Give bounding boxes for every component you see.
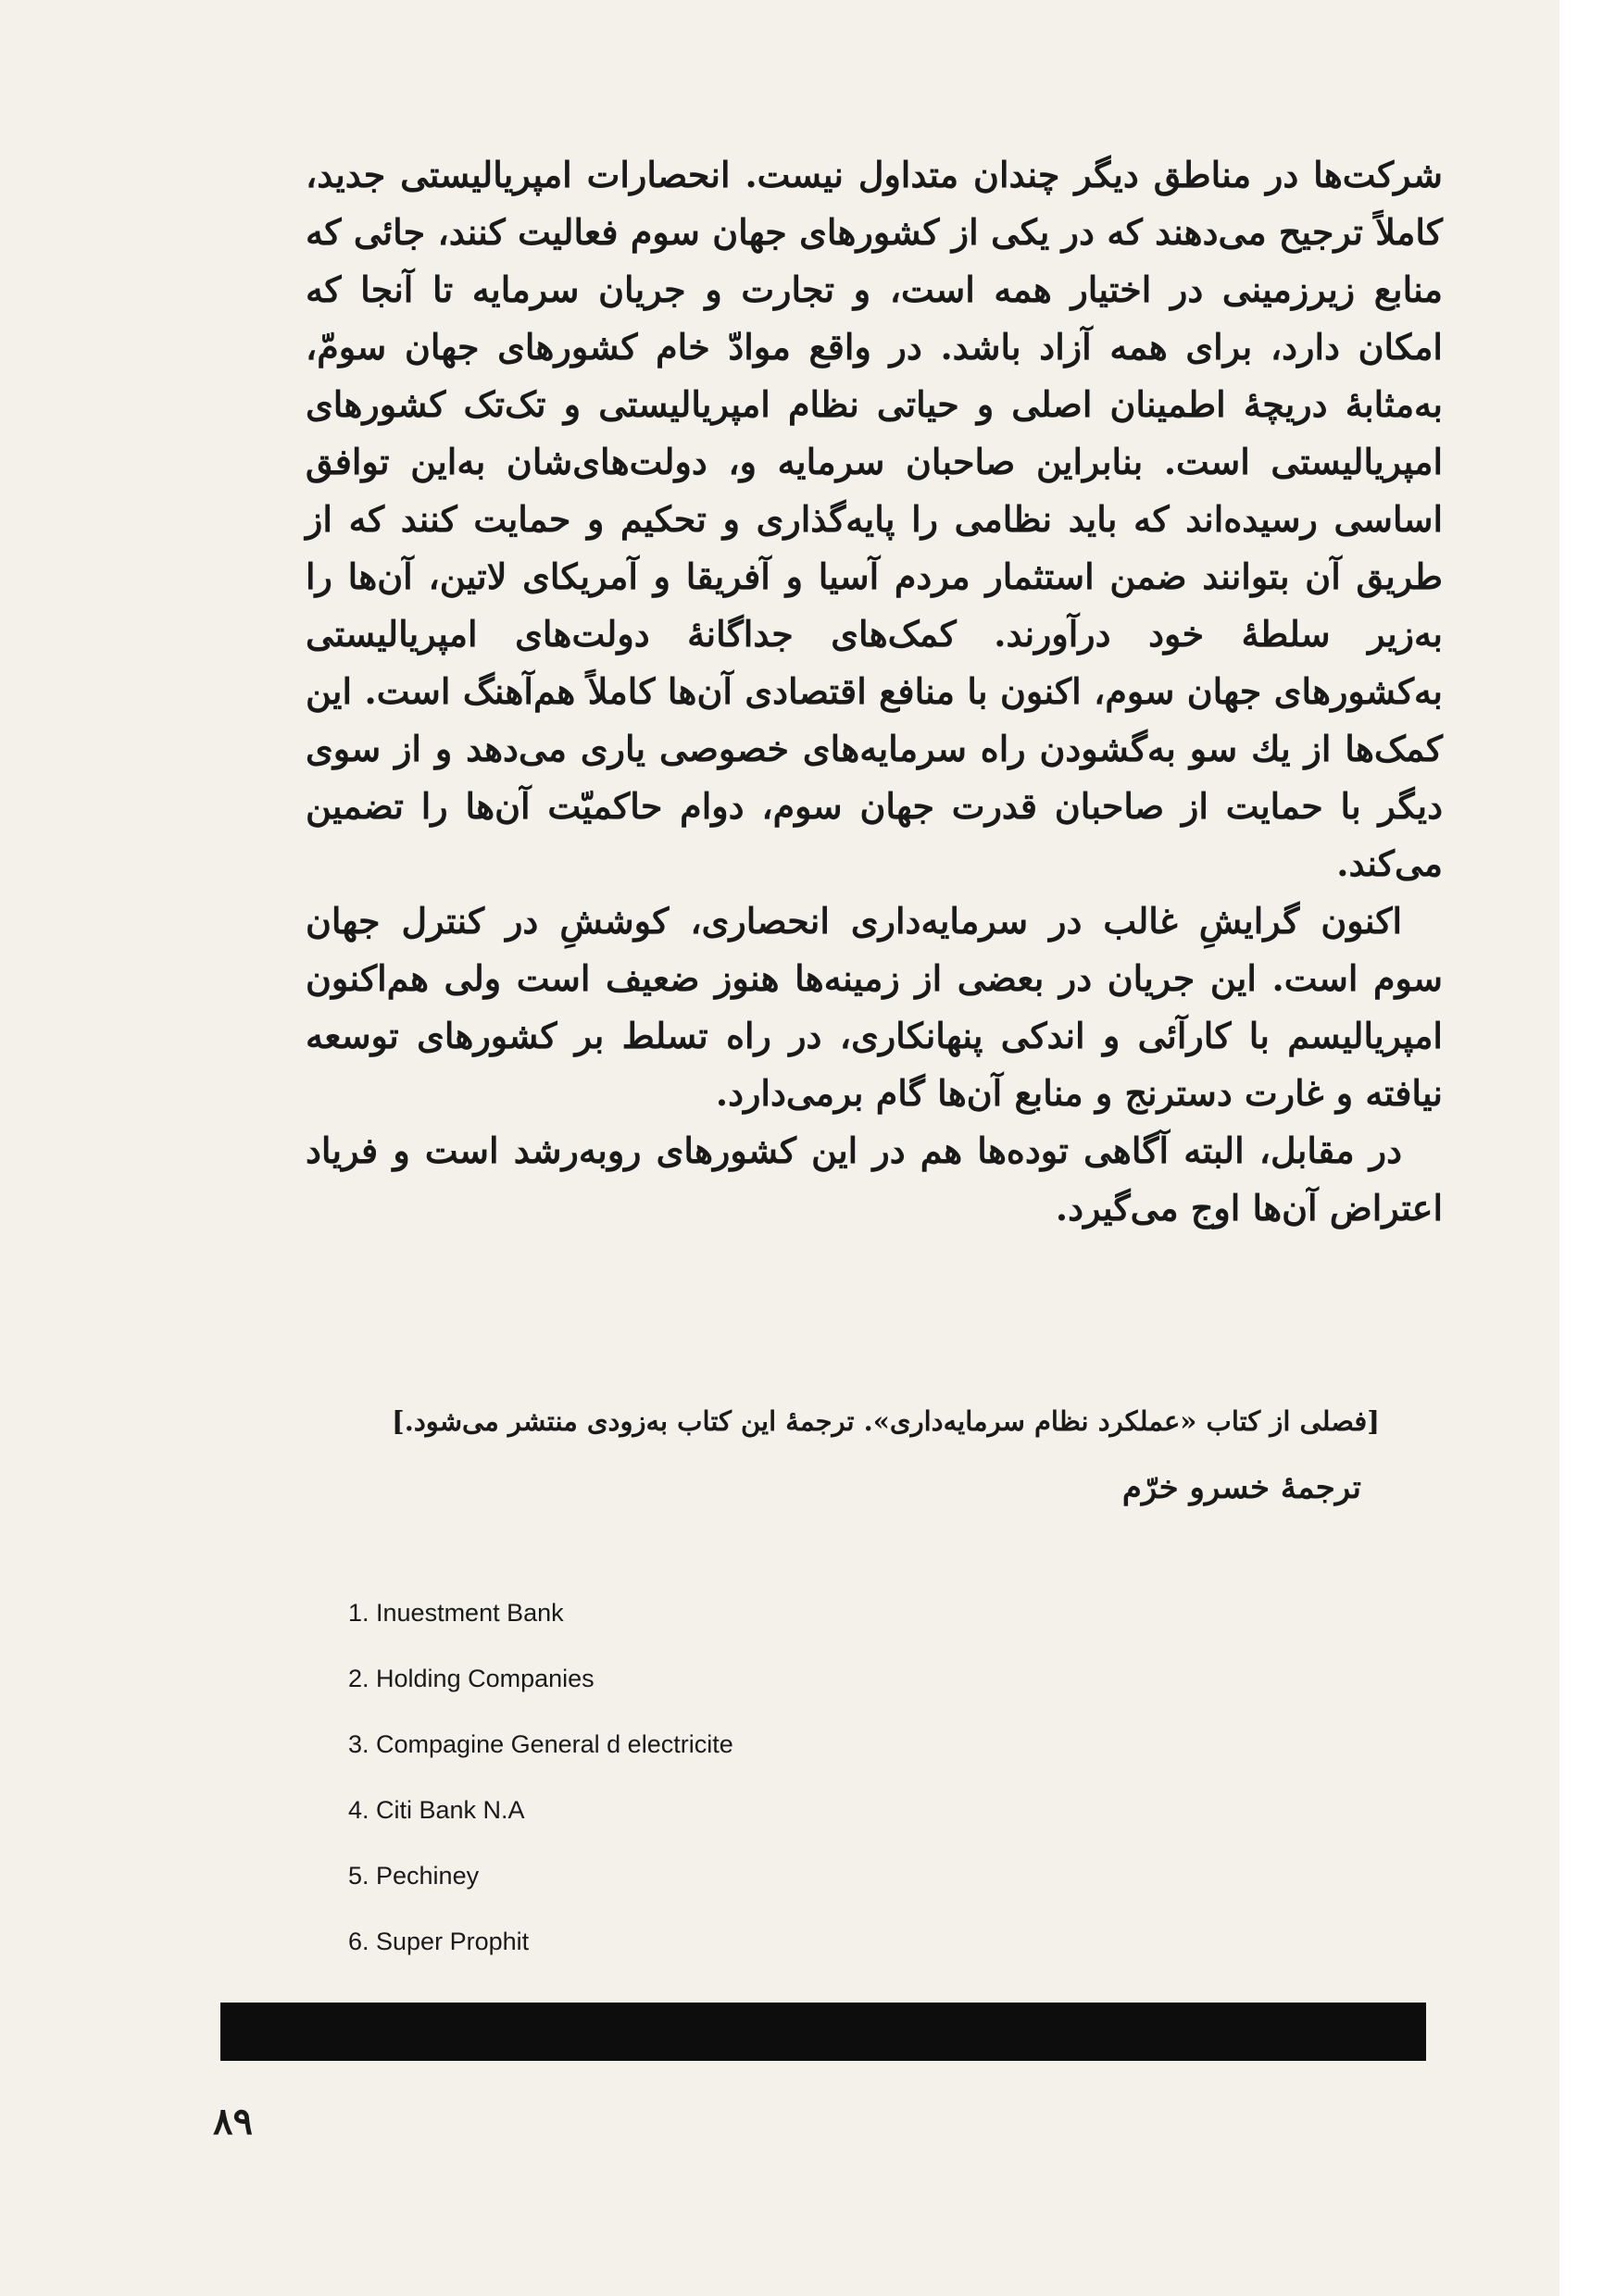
black-bar-divider [220, 2003, 1426, 2061]
translator-credit: ترجمهٔ خسرو خرّم [1121, 1469, 1361, 1506]
footnotes-list [348, 1594, 1182, 1989]
footnote: 6. Super Prophit [348, 1928, 530, 1955]
footnote: 3. Compagine General d electricite [348, 1730, 733, 1758]
paragraph-2: اکنون گرایشِ غالب در سرمایه‌داری انحصاری، کوششِ در کنترل جهان سوم است. این جریان در بعضی از زمینه‌ها هنوز ضعیف است ولی هم‌اکنون امپریالیسم با کارآئی و اندکی پنهانکاری، در راه تسلط بر کشورهای توسعه نیافته و غارت دسترنج و منابع آن‌ها گام برمی‌دارد. [306, 900, 1443, 1114]
footnote: 5. Pechiney [348, 1862, 480, 1890]
footnote: 2. Holding Companies [348, 1665, 595, 1692]
paragraph-1: شرکت‌ها در مناطق دیگر چندان متداول نیست. انحصارات امپریالیستی جدید، کاملاً ترجیح می‌دهند که در یکی از کشورهای جهان سوم فعالیت کنند، جائی که منابع زیرزمینی در اختیار همه است، و تجارت و جریان سرمایه تا آنجا که امکان دارد، برای همه آزاد باشد. در واقع موادّ خام کشورهای جهان سومّ، به‌مثابهٔ دریچهٔ اطمینان اصلی و حیاتی نظام امپریالیستی و تک‌تک کشورهای امپریالیستی است. بنابراین صاحبان سرمایه و، دولت‌های‌شان به‌این توافق اساسی رسیده‌اند که باید نظامی را پایه‌گذاری و تحکیم و حمایت کنند که از طریق آن بتوانند ضمن استثمار مردم آسیا و آفریقا و آمریکای لاتین، آن‌ها را به‌زیر سلطهٔ خود درآورند. کمک‌های جداگانهٔ دولت‌های امپریالیستی به‌کشورهای جهان سوم، اکنون با منافع اقتصادی آن‌ها کاملاً هم‌آهنگ است. این کمک‌ها از یك سو به‌گشودن راه سرمایه‌های خصوصی یاری می‌دهد و از سوی دیگر با حمایت از صاحبان قدرت جهان سوم، دوام حاکمیّت آن‌ها را تضمین می‌کند. [306, 154, 1443, 884]
source-note: [فصلی از کتاب «عملکرد نظام سرمایه‌داری». ترجمهٔ این کتاب به‌زودی منتشر می‌شود.] [392, 1405, 1380, 1437]
page-number: ۸۹ [213, 2100, 253, 2143]
body-text [306, 146, 1443, 1237]
footnote: 4. Citi Bank N.A [348, 1796, 525, 1824]
paragraph-3: در مقابل، البته آگاهی توده‌ها هم در این کشورهای روبه‌رشد است و فریاد اعتراض آن‌ها اوج می‌گیرد. [306, 1129, 1443, 1229]
footnote: 1. Inuestment Bank [348, 1599, 564, 1627]
